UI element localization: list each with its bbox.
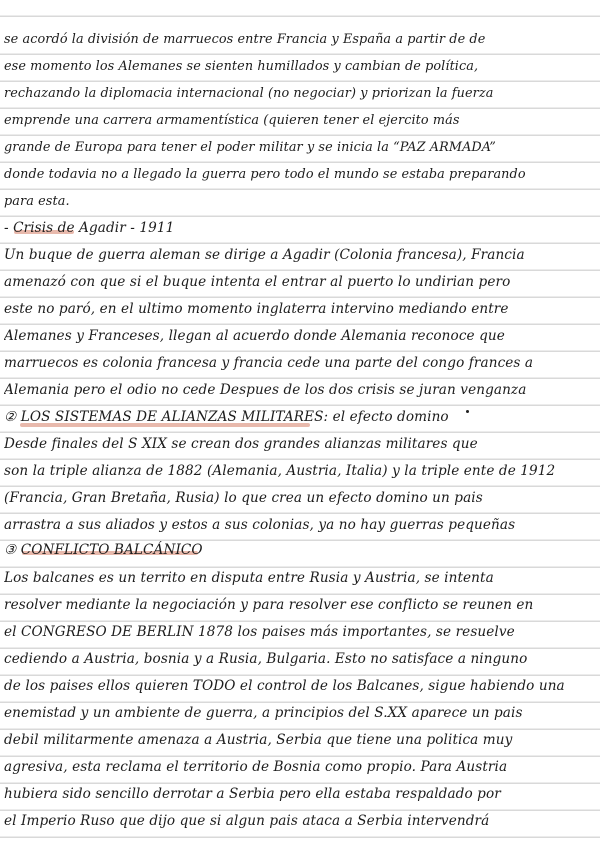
text-line: (Francia, Gran Bretaña, Rusia) lo que crea un efecto domino un pais bbox=[4, 490, 483, 506]
text-line: el CONGRESO DE BERLIN 1878 los paises más importantes, se resuelve bbox=[4, 624, 515, 640]
text-line: grande de Europa para tener el poder militar y se inicia la “PAZ ARMADA” bbox=[4, 140, 496, 155]
text-line: hubiera sido sencillo derrotar a Serbia pero ella estaba respaldado por bbox=[4, 786, 501, 802]
text-line: para esta. bbox=[4, 194, 70, 209]
text-line: donde todavia no a llegado la guerra pero todo el mundo se estaba preparando bbox=[4, 167, 526, 182]
text-line: el Imperio Ruso que dijo que si algun pais ataca a Serbia intervendrá bbox=[4, 813, 490, 829]
text-line: cediendo a Austria, bosnia y a Rusia, Bulgaria. Esto no satisface a ninguno bbox=[4, 651, 528, 667]
text-line: Alemania pero el odio no cede Despues de los dos crisis se juran venganza bbox=[4, 382, 527, 398]
text-line: debil militarmente amenaza a Austria, Serbia que tiene una politica muy bbox=[4, 732, 513, 748]
text-line: rechazando la diplomacia internacional (no negociar) y priorizan la fuerza bbox=[4, 86, 494, 101]
text-line: Los balcanes es un territo en disputa entre Rusia y Austria, se intenta bbox=[4, 570, 494, 586]
text-line: arrastra a sus aliados y estos a sus colonias, ya no hay guerras pequeñas bbox=[4, 517, 516, 533]
text-line: son la triple alianza de 1882 (Alemania, Austria, Italia) y la triple ente de 1912 bbox=[4, 463, 556, 479]
section-heading-balcanico: ③ CONFLICTO BALCÁNICO bbox=[4, 542, 203, 558]
text-line: se acordó la división de marruecos entre Francia y España a partir de de bbox=[4, 32, 486, 47]
text-line: ese momento los Alemanes se sienten humillados y cambian de política, bbox=[4, 59, 479, 74]
text-line: de los paises ellos quieren TODO el control de los Balcanes, sigue habiendo una bbox=[4, 678, 565, 694]
text-line: marruecos es colonia francesa y francia cede una parte del congo frances a bbox=[4, 355, 534, 371]
text-line: amenazó con que si el buque intenta el entrar al puerto lo undirian pero bbox=[4, 274, 511, 290]
text-line: Desde finales del S XIX se crean dos grandes alianzas militares que bbox=[4, 436, 478, 452]
text-line: Un buque de guerra aleman se dirige a Agadir (Colonia francesa), Francia bbox=[4, 247, 525, 263]
section-heading-agadir: - Crisis de Agadir - 1911 bbox=[4, 220, 175, 236]
text-line: emprende una carrera armamentística (quieren tener el ejercito más bbox=[4, 113, 460, 128]
text-line: este no paró, en el ultimo momento inglaterra intervino mediando entre bbox=[4, 301, 509, 317]
section-heading-alianzas: ② LOS SISTEMAS DE ALIANZAS MILITARES: el efecto domino bbox=[4, 409, 449, 425]
text-line: agresiva, esta reclama el territorio de Bosnia como propio. Para Austria bbox=[4, 759, 508, 775]
text-line: enemistad y un ambiente de guerra, a principios del S.XX aparece un pais bbox=[4, 705, 523, 721]
text-line: resolver mediante la negociación y para resolver ese conflicto se reunen en bbox=[4, 597, 534, 613]
text-line: Alemanes y Franceses, llegan al acuerdo donde Alemania reconoce que bbox=[4, 328, 505, 344]
